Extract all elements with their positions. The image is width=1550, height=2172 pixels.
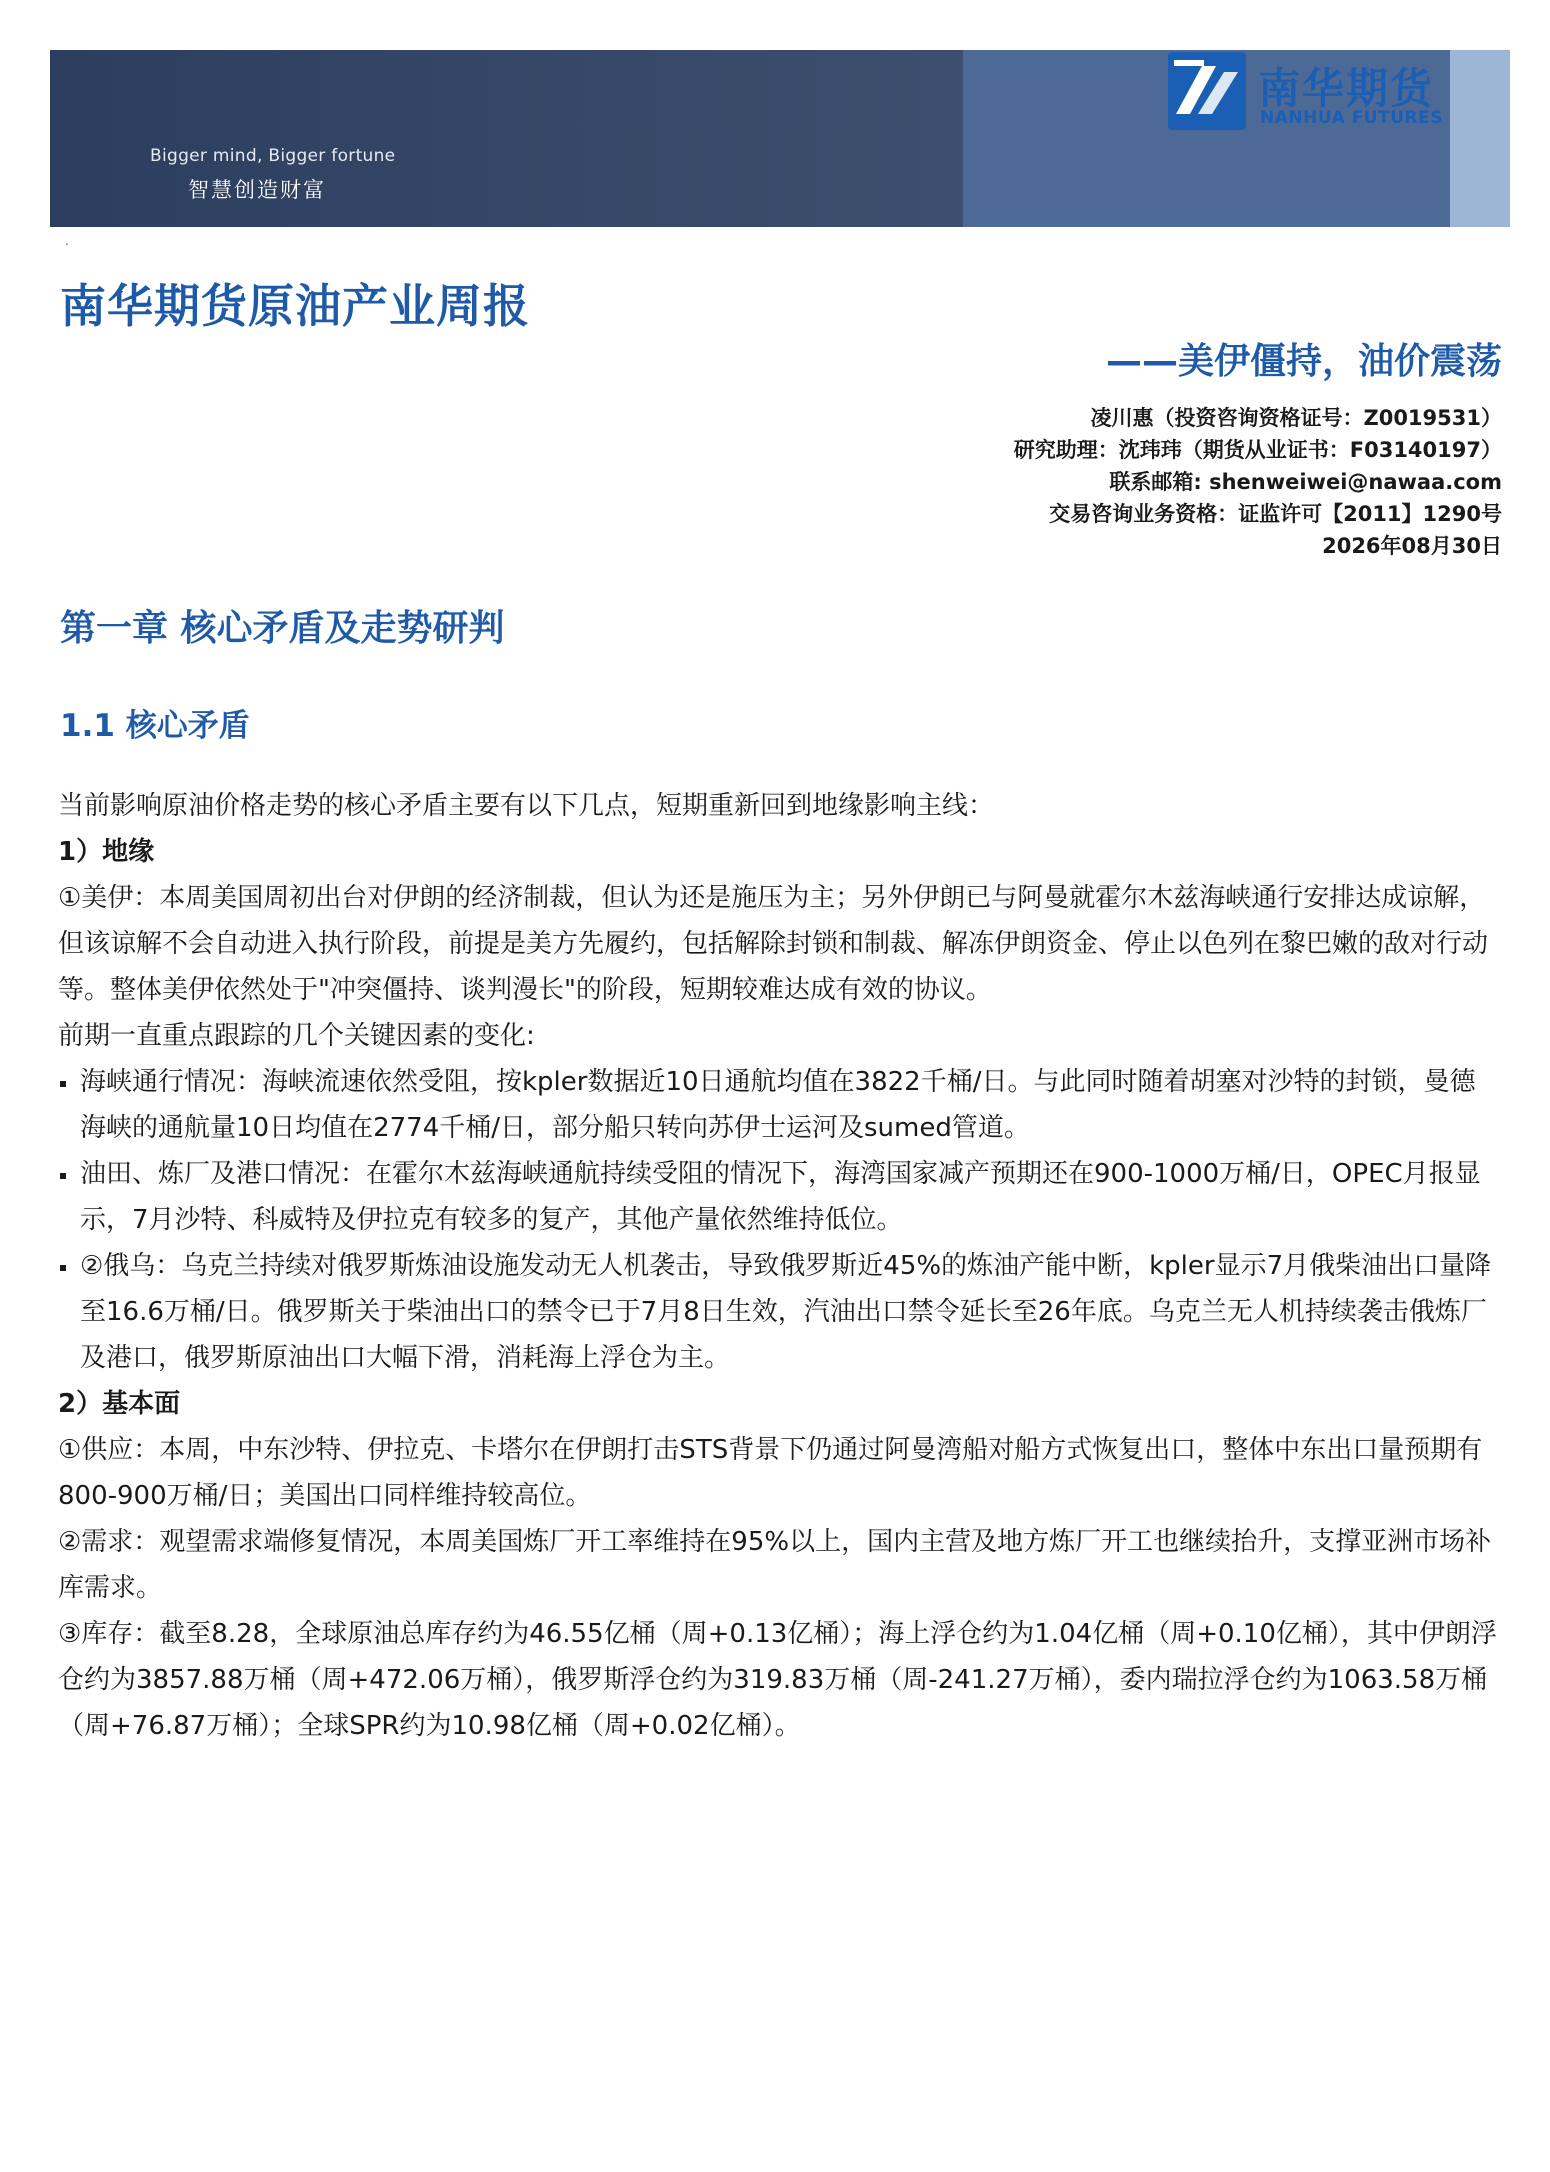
author-email: 联系邮箱: shenweiwei@nawaa.com (1109, 470, 1502, 494)
paragraph-inventory: ③库存：截至8.28，全球原油总库存约为46.55亿桶（周+0.13亿桶）；海上浮仓约为1.04亿桶（周+0.10亿桶），其中伊朗浮仓约为3857.88万桶（周+472.06万桶），俄罗斯浮仓约为319.83万桶（周-241.27万桶），委内瑞拉浮仓约为1063.58万桶（周+76.87万桶）；全球SPR约为10.98亿桶（周+0.02亿桶）。 (58, 1619, 1497, 1741)
author-assistant: 研究助理：沈玮玮（期货从业证书：F03140197） (1013, 438, 1502, 462)
author-block (1014, 402, 1502, 562)
author-analyst: 凌川惠（投资咨询资格证号：Z0019531） (1090, 406, 1502, 430)
paragraph-supply: ①供应：本周，中东沙特、伊拉克、卡塔尔在伊朗打击STS背景下仍通过阿曼湾船对船方式恢复出口，整体中东出口量预期有800-900万桶/日；美国出口同样维持较高位。 (58, 1435, 1483, 1511)
slogan-chinese: 智慧创造财富 (188, 178, 326, 202)
intro-paragraph: 当前影响原油价格走势的核心矛盾主要有以下几点，短期重新回到地缘影响主线： (58, 791, 995, 821)
paragraph-us-iran: ①美伊：本周美国周初出台对伊朗的经济制裁，但认为还是施压为主；另外伊朗已与阿曼就霍尔木兹海峡通行安排达成谅解，但该谅解不会自动进入执行阶段，前提是美方先履约，包括解除封锁和制裁、解冻伊朗资金、停止以色列在黎巴嫩的敌对行动等。整体美伊依然处于"冲突僵持、谈判漫长"的阶段，短期较难达成有效的协议。 (58, 883, 1489, 1005)
bullet-strait-transit: 海峡通行情况：海峡流速依然受阻，按kpler数据近10日通航均值在3822千桶/日。与此同时随着胡塞对沙特的封锁，曼德海峡的通航量10日均值在2774千桶/日，部分船只转向苏伊士运河及sumed管道。 (58, 1059, 1498, 1151)
nanhua-logo-icon (1168, 52, 1246, 130)
report-subtitle: ——美伊僵持，油价震荡 (1105, 341, 1502, 382)
paragraph-demand: ②需求：观望需求端修复情况，本周美国炼厂开工率维持在95%以上，国内主营及地方炼厂开工也继续抬升，支撑亚洲市场补库需求。 (58, 1527, 1492, 1603)
slogan-english: Bigger mind, Bigger fortune (150, 146, 396, 166)
report-title: 南华期货原油产业周报 (60, 279, 530, 333)
dot-mark: . (65, 234, 69, 248)
author-license: 交易咨询业务资格：证监许可【2011】1290号 (1049, 502, 1502, 526)
logo-text-english: NANHUA FUTURES (1260, 108, 1443, 128)
report-date: 2026年08月30日 (1322, 534, 1502, 558)
bullet-oilfield-refinery: 油田、炼厂及港口情况：在霍尔木兹海峡通航持续受阻的情况下，海湾国家减产预期还在900-1000万桶/日，OPEC月报显示，7月沙特、科威特及伊拉克有较多的复产，其他产量依然维持低位。 (58, 1151, 1498, 1243)
chapter-heading: 第一章 核心矛盾及走势研判 (60, 608, 505, 649)
report-body (58, 783, 1498, 1749)
logo-text-chinese: 南华期货 (1258, 64, 1435, 113)
subheading-geopolitics: 1）地缘 (58, 837, 155, 867)
subheading-fundamentals: 2）基本面 (58, 1389, 181, 1419)
paragraph-key-factors: 前期一直重点跟踪的几个关键因素的变化: (58, 1021, 535, 1051)
banner-edge (1450, 50, 1510, 227)
section-heading: 1.1 核心矛盾 (60, 708, 250, 744)
bullet-russia-ukraine: ②俄乌：乌克兰持续对俄罗斯炼油设施发动无人机袭击，导致俄罗斯近45%的炼油产能中断，kpler显示7月俄柴油出口量降至16.6万桶/日。俄罗斯关于柴油出口的禁令已于7月8日生效，汽油出口禁令延长至26年底。乌克兰无人机持续袭击俄炼厂及港口，俄罗斯原油出口大幅下滑，消耗海上浮仓为主。 (58, 1243, 1498, 1381)
